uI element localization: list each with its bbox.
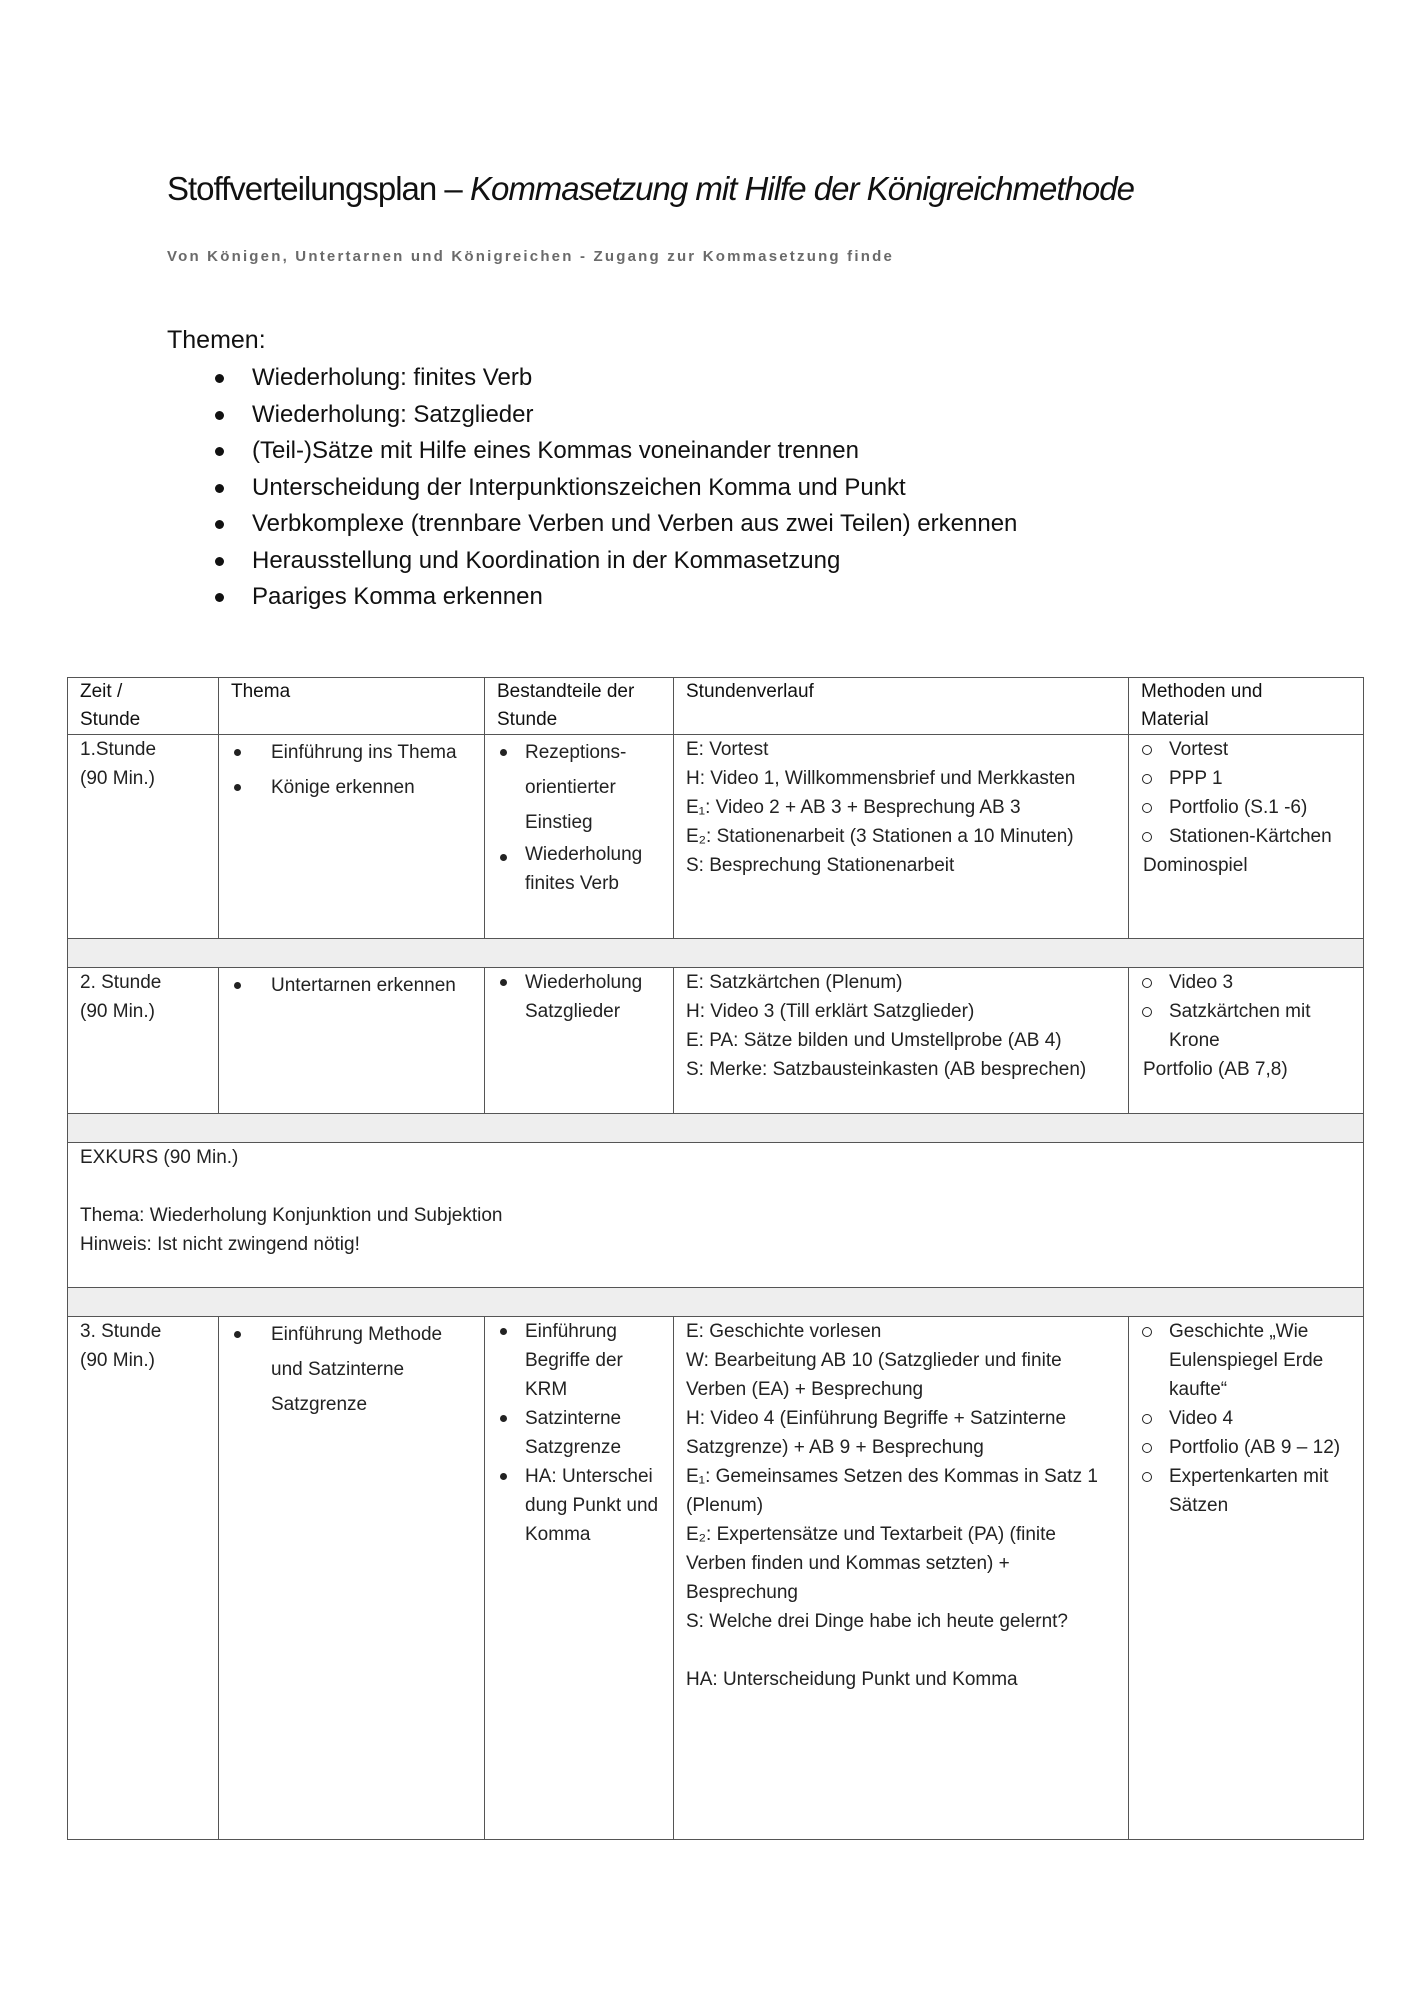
list-item: Stationen-Kärtchen [1141,822,1351,851]
spacer-row [68,1114,1364,1143]
table-row [68,1317,1364,1840]
cell-verlauf: E: Geschichte vorlesen W: Bearbeitung AB 10 (Satzglieder und finite Verben (EA) + Besprechung H: Video 4 (Einführung Begriffe + Satzinterne Satzgrenze) + AB 9 + Besprechung E₁: Gemeinsames Setzen des Kommas in Satz 1 (Plenum) E₂: Expertensätze und Textarbeit (PA) (finite Verben finden und Kommas setzten) + Besprechung S: Welche drei Dinge habe ich heute gelernt? HA: Unterscheidung Punkt und Komma [674,1317,1129,1840]
cell-bestand [485,735,674,939]
title-prefix: Stoffverteilungsplan – [167,170,470,207]
themes-item: Paariges Komma erkennen [212,579,1017,616]
page-title [167,170,1134,208]
header-methoden: Methoden und Material [1129,678,1364,735]
cell-thema [219,735,485,939]
themes-list [212,360,1017,616]
title-italic: Kommasetzung mit Hilfe der Königreichmethode [469,170,1134,207]
list-item: Portfolio (AB 9 – 12) [1141,1433,1351,1462]
cell-bestand [485,968,674,1114]
list-item: Geschichte „Wie Eulenspiegel Erde kaufte“ [1141,1317,1351,1404]
header-bestand: Bestandteile der Stunde [485,678,674,735]
themes-heading: Themen: [167,326,266,354]
exkurs-row [68,1143,1364,1288]
list-item: Expertenkarten mit Sätzen [1141,1462,1351,1520]
list-item: Satzkärtchen mit Krone [1141,997,1351,1055]
list-item: Rezeptions-orientierter Einstieg [497,735,661,840]
header-thema: Thema [219,678,485,735]
list-item: PPP 1 [1141,764,1351,793]
cell-zeit: 1.Stunde (90 Min.) [68,735,219,939]
list-item: Portfolio (S.1 -6) [1141,793,1351,822]
table-header-row [68,678,1364,735]
lesson-plan-table [67,677,1364,1840]
cell-zeit: 3. Stunde (90 Min.) [68,1317,219,1840]
cell-methoden: Vortest PPP 1 Portfolio (S.1 -6) Stationen-Kärtchen Dominospiel [1129,735,1364,939]
cell-bestand [485,1317,674,1840]
list-item: Untertarnen erkennen [231,968,472,1003]
cell-thema [219,968,485,1114]
cell-methoden [1129,1317,1364,1840]
list-item: Einführung Begriffe der KRM [497,1317,661,1404]
list-item: Könige erkennen [231,770,472,805]
header-zeit: Zeit / Stunde [68,678,219,735]
cell-thema [219,1317,485,1840]
themes-item: (Teil-)Sätze mit Hilfe eines Kommas voneinander trennen [212,433,1017,470]
spacer-row [68,1288,1364,1317]
cell-zeit: 2. Stunde (90 Min.) [68,968,219,1114]
themes-item: Unterscheidung der Interpunktionszeichen Komma und Punkt [212,470,1017,507]
spacer-row [68,939,1364,968]
themes-item: Wiederholung: finites Verb [212,360,1017,397]
table-row [68,735,1364,939]
list-item: Wiederholung finites Verb [497,840,661,898]
header-verlauf: Stundenverlauf [674,678,1129,735]
themes-item: Wiederholung: Satzglieder [212,397,1017,434]
list-item: HA: Unterscheidung Punkt und Komma [497,1462,661,1549]
table-row [68,968,1364,1114]
cell-methoden: Video 3 Satzkärtchen mit Krone Portfolio (AB 7,8) [1129,968,1364,1114]
list-item: Wiederholung Satzglieder [497,968,661,1026]
list-item: Video 3 [1141,968,1351,997]
themes-item: Verbkomplexe (trennbare Verben und Verben aus zwei Teilen) erkennen [212,506,1017,543]
list-item: Einführung Methode und Satzinterne Satzgrenze [231,1317,472,1422]
cell-verlauf: E: Vortest H: Video 1, Willkommensbrief und Merkkasten E₁: Video 2 + AB 3 + Besprechung AB 3 E₂: Stationenarbeit (3 Stationen a 10 Minuten) S: Besprechung Stationenarbeit [674,735,1129,939]
cell-verlauf: E: Satzkärtchen (Plenum) H: Video 3 (Till erklärt Satzglieder) E: PA: Sätze bilden und Umstellprobe (AB 4) S: Merke: Satzbausteinkasten (AB besprechen) [674,968,1129,1114]
list-item: Satzinterne Satzgrenze [497,1404,661,1462]
subtitle: Von Königen, Untertarnen und Königreichen - Zugang zur Kommasetzung finde [167,248,894,265]
list-item: Einführung ins Thema [231,735,472,770]
themes-item: Herausstellung und Koordination in der Kommasetzung [212,543,1017,580]
exkurs-cell: EXKURS (90 Min.) Thema: Wiederholung Konjunktion und Subjektion Hinweis: Ist nicht zwingend nötig! [68,1143,1364,1288]
list-item: Vortest [1141,735,1351,764]
list-item: Video 4 [1141,1404,1351,1433]
